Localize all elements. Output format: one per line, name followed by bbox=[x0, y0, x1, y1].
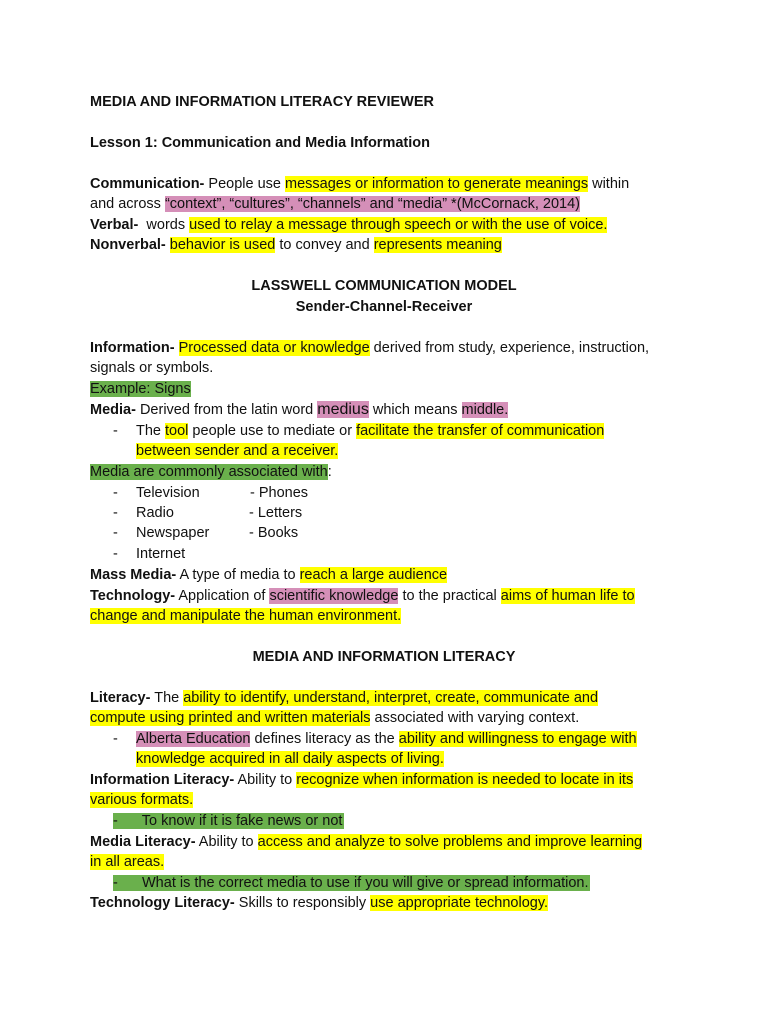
highlight: - What is the correct media to use if you will give or spread information. bbox=[113, 875, 589, 891]
literacy-line-1: Literacy- The ability to identify, understand, interpret, create, communicate and bbox=[90, 690, 599, 706]
technology-line-2 bbox=[90, 606, 401, 626]
highlight: medius bbox=[317, 401, 369, 418]
media-literacy-line-1: Media Literacy- Ability to access and analyze to solve problems and improve learning bbox=[90, 834, 643, 850]
highlight: behavior is used bbox=[169, 237, 276, 253]
media-bullet-line-1: The tool people use to mediate or facilitate the transfer of communication bbox=[136, 423, 605, 439]
literacy-bullet-line-2 bbox=[136, 749, 444, 769]
list-item-radio: Radio bbox=[136, 505, 174, 521]
highlight: recognize when information is needed to locate in its bbox=[296, 772, 634, 788]
media-bullet-dash: - bbox=[113, 423, 118, 439]
literacy-line-2: compute using printed and written materials associated with varying context. bbox=[90, 710, 580, 726]
verbal-line: Verbal- words used to relay a message through speech or with the use of voice. bbox=[90, 217, 608, 233]
media-associated-line: Media are commonly associated with: bbox=[90, 464, 332, 480]
highlight: ability to identify, understand, interpret, create, communicate and bbox=[183, 690, 599, 706]
list-item: - bbox=[113, 525, 118, 541]
highlight: compute using printed and written materials bbox=[90, 710, 371, 726]
literacy-bullet-line-1: Alberta Education defines literacy as the ability and willingness to engage with bbox=[136, 731, 637, 747]
nonverbal-line: Nonverbal- behavior is used to convey and represents meaning bbox=[90, 237, 502, 253]
highlight: Media are commonly associated with bbox=[90, 464, 328, 480]
highlight: Example: Signs bbox=[90, 381, 191, 397]
highlight: scientific knowledge bbox=[269, 588, 399, 604]
mass-media-line: Mass Media- A type of media to reach a large audience bbox=[90, 567, 448, 583]
info-literacy-line-2 bbox=[90, 790, 193, 810]
media-line: Media- Derived from the latin word medius which means middle. bbox=[90, 401, 509, 418]
info-literacy-line-1: Information Literacy- Ability to recognize when information is needed to locate in its bbox=[90, 772, 634, 788]
highlight: use appropriate technology. bbox=[370, 895, 549, 911]
tech-literacy-line: Technology Literacy- Skills to responsibly use appropriate technology. bbox=[90, 895, 549, 911]
mil-section-title: MEDIA AND INFORMATION LITERACY bbox=[252, 649, 516, 665]
highlight: change and manipulate the human environment. bbox=[90, 608, 402, 624]
information-line-2: signals or symbols. bbox=[90, 360, 214, 376]
media-literacy-line-2 bbox=[90, 852, 164, 872]
highlight: represents meaning bbox=[373, 237, 502, 253]
highlight: “context”, “cultures”, “channels” and “media” *(McCornack, 2014) bbox=[164, 196, 580, 212]
nonverbal-term: Nonverbal- bbox=[90, 237, 166, 253]
highlight: - To know if it is fake news or not bbox=[113, 813, 343, 829]
information-example bbox=[90, 379, 191, 399]
highlight: between sender and a receiver. bbox=[136, 443, 339, 459]
tech-literacy-term: Technology Literacy- bbox=[90, 895, 235, 911]
info-literacy-term: Information Literacy- bbox=[90, 772, 235, 788]
lasswell-title: LASSWELL COMMUNICATION MODEL bbox=[251, 278, 517, 294]
list-item: - bbox=[113, 485, 118, 501]
lesson-heading: Lesson 1: Communication and Media Information bbox=[90, 135, 430, 151]
highlight: reach a large audience bbox=[299, 567, 448, 583]
highlight: knowledge acquired in all daily aspects of living. bbox=[136, 751, 444, 767]
list-item-television: Television bbox=[136, 485, 200, 501]
list-item-newspaper: Newspaper bbox=[136, 525, 210, 541]
literacy-term: Literacy- bbox=[90, 690, 151, 706]
highlight: used to relay a message through speech or with the use of voice. bbox=[189, 217, 608, 233]
technology-line-1: Technology- Application of scientific knowledge to the practical aims of human life to bbox=[90, 588, 635, 604]
highlight: ability and willingness to engage with bbox=[398, 731, 637, 747]
media-literacy-term: Media Literacy- bbox=[90, 834, 196, 850]
technology-term: Technology- bbox=[90, 588, 176, 604]
highlight: facilitate the transfer of communication bbox=[356, 423, 605, 439]
media-literacy-bullet bbox=[113, 873, 590, 893]
media-bullet-line-2 bbox=[136, 441, 338, 461]
highlight: in all areas. bbox=[90, 854, 165, 870]
highlight: middle. bbox=[461, 402, 509, 418]
communication-term: Communication- bbox=[90, 176, 205, 192]
communication-line-2: and across “context”, “cultures”, “channels” and “media” *(McCornack, 2014) bbox=[90, 196, 580, 212]
list-item-books: - Books bbox=[249, 525, 299, 541]
verbal-term: Verbal- bbox=[90, 217, 139, 233]
lasswell-subtitle: Sender-Channel-Receiver bbox=[295, 299, 473, 315]
document-title: MEDIA AND INFORMATION LITERACY REVIEWER bbox=[90, 94, 434, 110]
list-item-phones: - Phones bbox=[250, 485, 309, 501]
list-item: - bbox=[113, 546, 118, 562]
literacy-bullet-dash: - bbox=[113, 731, 118, 747]
info-literacy-bullet bbox=[113, 811, 344, 831]
information-term: Information- bbox=[90, 340, 175, 356]
list-item-internet: Internet bbox=[136, 546, 186, 562]
communication-line-1: Communication- People use messages or information to generate meanings within bbox=[90, 176, 630, 192]
media-term: Media- bbox=[90, 402, 136, 418]
highlight: Alberta Education bbox=[136, 731, 251, 747]
information-line-1: Information- Processed data or knowledge derived from study, experience, instruction, bbox=[90, 340, 650, 356]
highlight: various formats. bbox=[90, 792, 194, 808]
highlight: Processed data or knowledge bbox=[178, 340, 370, 356]
highlight: tool bbox=[165, 423, 189, 439]
list-item-letters: - Letters bbox=[249, 505, 303, 521]
highlight: aims of human life to bbox=[500, 588, 635, 604]
list-item: - bbox=[113, 505, 118, 521]
highlight: messages or information to generate meanings bbox=[285, 176, 589, 192]
mass-media-term: Mass Media- bbox=[90, 567, 177, 583]
highlight: access and analyze to solve problems and improve learning bbox=[257, 834, 643, 850]
